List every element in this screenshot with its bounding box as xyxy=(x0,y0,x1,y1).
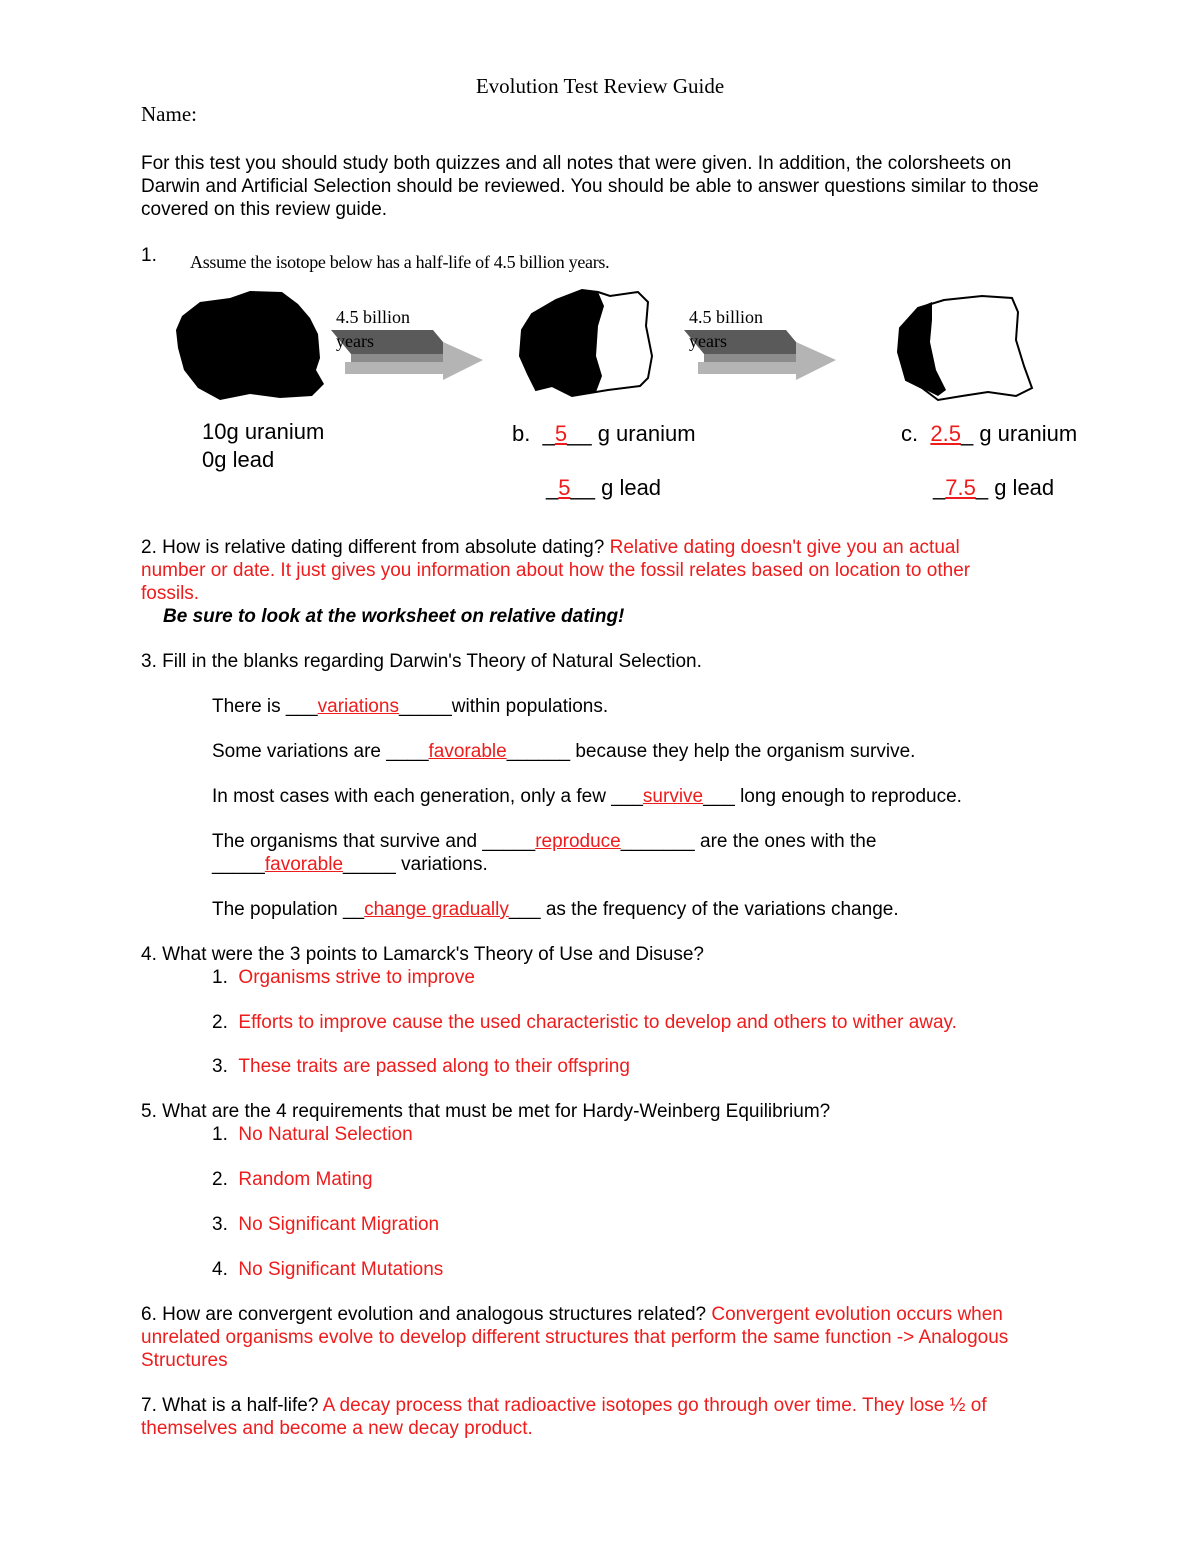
sentence-text: _____within populations. xyxy=(398,696,609,717)
q5-answer-1: No Natural Selection xyxy=(238,1124,413,1145)
q7-answer-part1: A decay process that radioactive isotopes go through over time. They lose ½ of xyxy=(318,1395,987,1416)
q3-sentence-1 xyxy=(212,695,608,718)
rock-quarter-uranium xyxy=(892,292,1042,404)
rock-full-uranium xyxy=(170,288,330,400)
arrow-2-label-line1: 4.5 billion xyxy=(689,307,764,327)
list-number: 3. xyxy=(212,1056,228,1077)
list-number: 1. xyxy=(212,967,228,988)
rock-c-lead-answer: 7.5 xyxy=(945,475,976,500)
q2-answer-line2: number or date. It just gives you information about how the fossil relates based on location to other xyxy=(141,560,971,581)
q5-answer-3: No Significant Migration xyxy=(238,1214,440,1235)
q5-item-3 xyxy=(212,1213,439,1236)
q3-question: 3. Fill in the blanks regarding Darwin's Theory of Natural Selection. xyxy=(141,651,702,672)
q5-answer-4: No Significant Mutations xyxy=(238,1259,444,1280)
list-number: 2. xyxy=(212,1012,228,1033)
q3-answer-6: change gradually xyxy=(364,899,509,920)
q6-question: 6. How are convergent evolution and analogous structures related? xyxy=(141,1304,707,1325)
q3-answer-2: favorable xyxy=(428,741,507,762)
q6-line1 xyxy=(141,1303,1003,1326)
rock-a-lead: 0g lead xyxy=(202,447,275,472)
unit-label: g lead xyxy=(988,475,1055,500)
sentence-text: _____ xyxy=(212,854,265,875)
q3-answer-5: favorable xyxy=(264,854,344,875)
q6-answer-line3: Structures xyxy=(141,1350,228,1371)
rock-half-uranium xyxy=(512,286,662,400)
intro-paragraph: For this test you should study both quizzes and all notes that were given. In addition, the colorsheets on Darwin and Artificial Selection should be reviewed. You should be able to answer questions similar to those covered on this review guide. xyxy=(141,153,1039,220)
q3-answer-1: variations xyxy=(317,696,399,717)
rock-a-uranium: 10g uranium xyxy=(202,419,325,444)
sentence-text: _______ are the ones with the xyxy=(620,831,877,852)
rock-c-label: c. xyxy=(901,421,919,446)
q2-answer-line3: fossils. xyxy=(141,583,200,604)
q7-line1 xyxy=(141,1394,987,1417)
q7-answer-line2: themselves and become a new decay product. xyxy=(141,1418,533,1439)
list-number: 1. xyxy=(212,1124,228,1145)
q1-number: 1. xyxy=(141,245,157,266)
rock-b-uranium-answer: 5 xyxy=(554,421,568,446)
sentence-text: In most cases with each generation, only a few ___ xyxy=(212,786,643,807)
sentence-text: ______ because they help the organism survive. xyxy=(506,741,916,762)
blank: _ xyxy=(546,475,559,500)
sentence-text: ___ as the frequency of the variations change. xyxy=(508,899,899,920)
list-number: 3. xyxy=(212,1214,228,1235)
rock-b-uranium-line xyxy=(512,420,696,447)
q3-sentence-3 xyxy=(212,785,962,808)
list-number: 2. xyxy=(212,1169,228,1190)
q4-item-2 xyxy=(212,1011,957,1034)
arrow-1-label-line2: years xyxy=(336,331,374,351)
q2-answer-part1: Relative dating doesn't give you an actual xyxy=(604,537,960,558)
sentence-text: The organisms that survive and _____ xyxy=(212,831,536,852)
q4-question: 4. What were the 3 points to Lamarck's Theory of Use and Disuse? xyxy=(141,944,704,965)
q5-item-2 xyxy=(212,1168,373,1191)
q2-note: Be sure to look at the worksheet on relative dating! xyxy=(163,606,625,627)
blank: __ xyxy=(570,475,595,500)
q5-item-4 xyxy=(212,1258,443,1281)
arrow-2-label-line2: years xyxy=(689,331,727,351)
q5-item-1 xyxy=(212,1123,413,1146)
sentence-text: There is ___ xyxy=(212,696,318,717)
sentence-text: Some variations are ____ xyxy=(212,741,429,762)
list-number: 4. xyxy=(212,1259,228,1280)
rock-c-uranium-line xyxy=(901,420,1077,447)
blank: _ xyxy=(960,421,974,446)
arrow-1-label-line1: 4.5 billion xyxy=(336,307,411,327)
q6-answer-part1: Convergent evolution occurs when xyxy=(706,1304,1003,1325)
blank: _ xyxy=(975,475,989,500)
q4-item-3 xyxy=(212,1055,630,1078)
q2-line1 xyxy=(141,536,960,559)
rock-b-lead-line xyxy=(546,474,661,501)
name-label: Name: xyxy=(141,102,197,126)
unit-label: g uranium xyxy=(591,421,696,446)
q4-answer-3: These traits are passed along to their offspring xyxy=(238,1056,630,1077)
q5-answer-2: Random Mating xyxy=(238,1169,373,1190)
q3-sentence-2 xyxy=(212,740,915,763)
sentence-text: The population __ xyxy=(212,899,365,920)
rock-b-label: b. xyxy=(512,421,531,446)
rock-b-lead-answer: 5 xyxy=(558,475,571,500)
q3-sentence-4b xyxy=(212,853,488,876)
rock-c-uranium-answer: 2.5 xyxy=(930,421,961,446)
q3-answer-4: reproduce xyxy=(535,831,621,852)
unit-label: g uranium xyxy=(973,421,1078,446)
rock-c-lead-line xyxy=(933,474,1054,501)
sentence-text: _____ variations. xyxy=(343,854,488,875)
q4-answer-2: Efforts to improve cause the used characteristic to develop and others to wither away. xyxy=(238,1012,957,1033)
blank: __ xyxy=(567,421,592,446)
q6-answer-line2: unrelated organisms evolve to develop different structures that perform the same function -> Analogous xyxy=(141,1327,1009,1348)
q3-sentence-5 xyxy=(212,898,899,921)
q4-answer-1: Organisms strive to improve xyxy=(238,967,475,988)
q4-item-1 xyxy=(212,966,475,989)
unit-label: g lead xyxy=(594,475,662,500)
page-title: Evolution Test Review Guide xyxy=(475,74,725,98)
blank: _ xyxy=(933,475,946,500)
q1-prompt: Assume the isotope below has a half-life of 4.5 billion years. xyxy=(190,252,610,272)
q3-sentence-4 xyxy=(212,830,876,853)
q2-question: 2. How is relative dating different from absolute dating? xyxy=(141,537,605,558)
q5-question: 5. What are the 4 requirements that must be met for Hardy-Weinberg Equilibrium? xyxy=(141,1101,831,1122)
sentence-text: ___ long enough to reproduce. xyxy=(703,786,962,807)
blank: _ xyxy=(542,421,555,446)
q7-question: 7. What is a half-life? xyxy=(141,1395,319,1416)
q3-answer-3: survive xyxy=(642,786,704,807)
